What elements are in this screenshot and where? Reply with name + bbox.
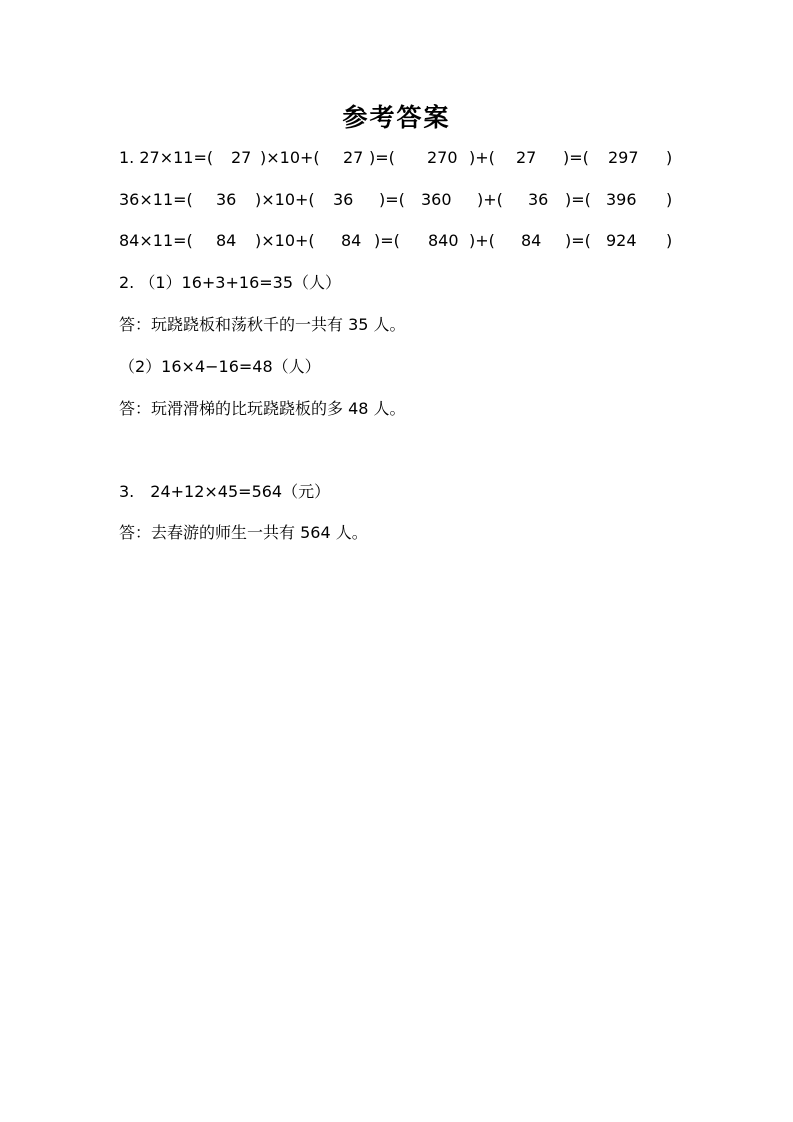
q1-row-1-operator-1: )×10+( [260,148,320,167]
q1-row-3-blank-2: 84 [341,231,362,250]
q1-row-1-operator-2: )=( [369,148,395,167]
q1-row-1-blank-1: 27 [231,148,252,167]
q1-row-2-blank-4: 36 [528,190,549,209]
q1-row-2-blank-2: 36 [333,190,354,209]
q1-row-2-blank-5: 396 [606,190,637,209]
q1-row-2-end: ) [666,190,673,209]
q1-row-3-blank-4: 84 [521,231,542,250]
q1-row-2-expression: 36×11=( [119,190,193,209]
q1-row-3-blank-5: 924 [606,231,637,250]
q2-part-1-calculation: 2. （1）16+3+16=35（人） [119,273,342,292]
q2-part-2-calculation: （2）16×4−16=48（人） [119,357,321,376]
q1-row-3-end: ) [666,231,673,250]
q1-row-1-blank-3: 270 [427,148,458,167]
q2-part-2-answer: 答：玩滑滑梯的比玩跷跷板的多 48 人。 [119,399,406,418]
page-title: 参考答案 [342,103,451,132]
q1-row-3-expression: 84×11=( [119,231,193,250]
q1-row-3-blank-3: 840 [428,231,459,250]
q1-row-3-operator-4: )=( [565,231,591,250]
q1-row-2-operator-2: )=( [379,190,405,209]
q1-row-1-blank-5: 297 [608,148,639,167]
q1-row-3-blank-1: 84 [216,231,237,250]
q1-row-1-operator-3: )+( [469,148,495,167]
q1-row-1-expression: 1. 27×11=( [119,148,214,167]
q2-part-1-answer: 答：玩跷跷板和荡秋千的一共有 35 人。 [119,315,406,334]
q1-row-3-operator-3: )+( [469,231,495,250]
q1-row-2-operator-4: )=( [565,190,591,209]
q1-row-1-end: ) [666,148,673,167]
q1-row-2-blank-3: 360 [421,190,452,209]
q1-row-3-operator-1: )×10+( [255,231,315,250]
q3-answer: 答：去春游的师生一共有 564 人。 [119,523,368,542]
q1-row-1-blank-4: 27 [516,148,537,167]
q1-row-2-blank-1: 36 [216,190,237,209]
q1-row-1-operator-4: )=( [563,148,589,167]
q1-row-2-operator-3: )+( [477,190,503,209]
q3-calculation: 3. 24+12×45=564（元） [119,482,331,501]
q1-row-3-operator-2: )=( [374,231,400,250]
q1-row-1-blank-2: 27 [343,148,364,167]
q1-row-2-operator-1: )×10+( [255,190,315,209]
